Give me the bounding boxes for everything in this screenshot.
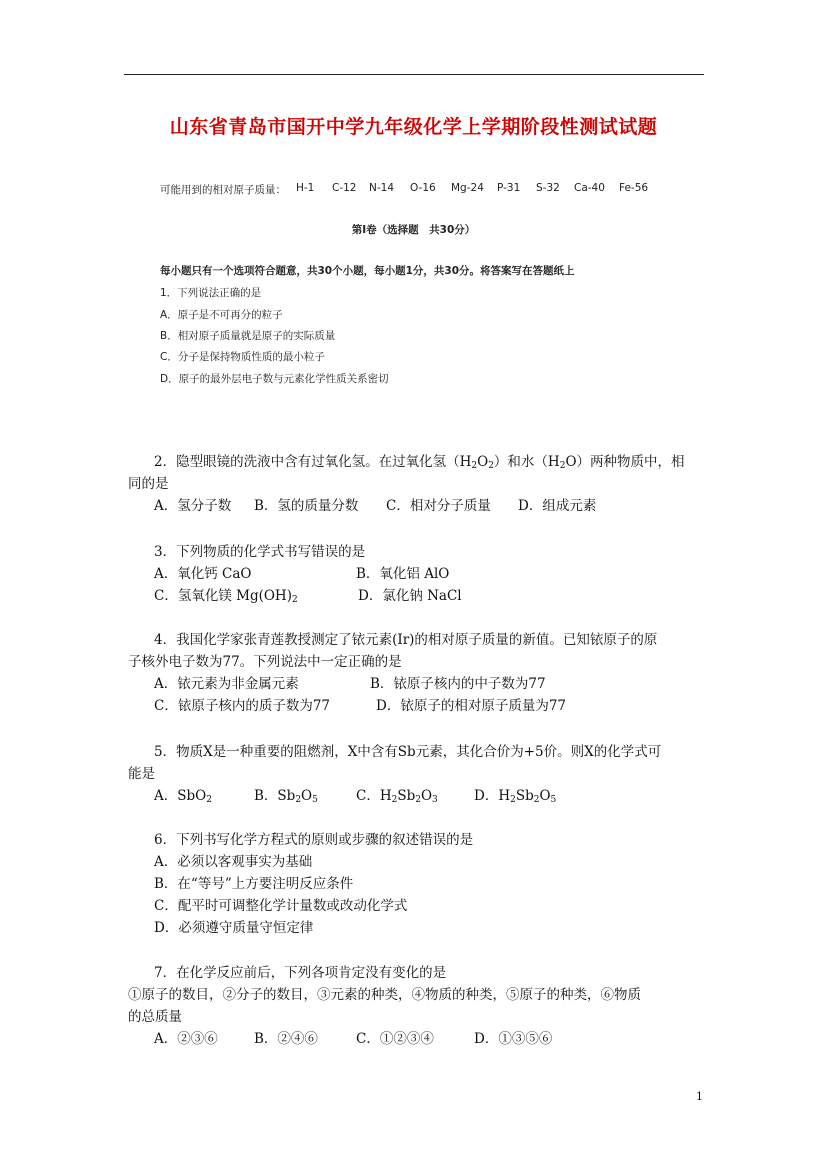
q6-option-d: D．必须遵守质量守恒定律 <box>154 920 314 936</box>
q2-option-a: A．氢分子数 <box>154 498 232 514</box>
q3-options-row2 <box>154 584 754 604</box>
q4-options-row2 <box>154 694 754 714</box>
q2-option-c: C．相对分子质量 <box>386 498 491 514</box>
q5-stem-line1: 5．物质X是一种重要的阻燃剂，X中含有Sb元素，其化合价为+5价。则X的化学式可 <box>154 744 662 760</box>
q5-option-b: B．$Sb_2O_5$ <box>254 788 318 805</box>
atomic-mass-o: O-16 <box>410 182 436 194</box>
q7-items-line3: 的总质量 <box>128 1009 182 1025</box>
atomic-mass-line <box>160 182 286 197</box>
q4-option-b: B．铱原子核内的中子数为77 <box>370 676 546 692</box>
q3-options-row1 <box>154 562 754 582</box>
q4-option-c: C．铱原子核内的质子数为77 <box>154 698 331 714</box>
q5-option-a: A．SbO$_2$ <box>154 788 212 805</box>
atomic-mass-n: N-14 <box>369 182 395 194</box>
atomic-mass-label: 可能用到的相对原子质量： <box>160 184 286 196</box>
q7-option-d: D．①③⑤⑥ <box>474 1031 553 1047</box>
q4-option-a: A．铱元素为非金属元素 <box>154 676 299 692</box>
q7-options <box>154 1027 754 1047</box>
q2-options <box>154 494 754 514</box>
atomic-mass-h: H-1 <box>296 182 315 194</box>
q3-option-c: C．氢氧化镁 $Mg(OH)_2$ <box>154 588 298 605</box>
q6-stem: 6．下列书写化学方程式的原则或步骤的叙述错误的是 <box>154 832 474 848</box>
q3-option-b: B．氧化铝 AlO <box>356 566 450 582</box>
atomic-mass-p: P-31 <box>497 182 521 194</box>
q4-stem-line1: 4．我国化学家张青莲教授测定了铱元素(Ir)的相对原子质量的新值。已知铱原子的原 <box>154 632 658 648</box>
q5-stem-line2: 能是 <box>128 766 155 782</box>
q2-stem: 2．隐型眼镜的洗液中含有过氧化氢。在过氧化氢$(H_2O_2)$和水$(H_2O)$两种物质中，相 <box>154 454 685 471</box>
atomic-mass-c: C-12 <box>332 182 357 194</box>
q2-stem-line2: 同的是 <box>128 476 169 492</box>
q1-option-a: A．原子是不可再分的粒子 <box>160 309 283 321</box>
q2-option-b: B．氢的质量分数 <box>254 498 359 514</box>
q4-options-row1 <box>154 672 754 692</box>
atomic-mass-mg: Mg-24 <box>451 182 484 194</box>
q3-option-a: A．氧化钙 CaO <box>154 566 252 582</box>
q5-options <box>154 784 754 804</box>
q3-stem: 3．下列物质的化学式书写错误的是 <box>154 544 366 560</box>
atomic-mass-fe: Fe-56 <box>619 182 649 194</box>
section-title: 第Ⅰ卷（选择题 共30分） <box>351 224 476 236</box>
q4-stem-line2: 子核外电子数为77。下列说法中一定正确的是 <box>128 654 402 670</box>
q5-option-c: C．$H_2Sb_2O_3$ <box>356 788 438 805</box>
q7-option-b: B．②④⑥ <box>254 1031 318 1047</box>
instructions: 每小题只有一个选项符合题意，共30个小题，每小题1分，共30分。将答案写在答题纸上 <box>160 265 575 277</box>
q1-stem: 1．下列说法正确的是 <box>160 287 262 299</box>
q7-option-a: A．②③⑥ <box>154 1031 218 1047</box>
document-title: 山东省青岛市国开中学九年级化学上学期阶段性测试试题 <box>169 116 658 138</box>
q6-option-a: A．必须以客观事实为基础 <box>154 854 313 870</box>
atomic-mass-ca: Ca-40 <box>574 182 605 194</box>
q1-option-b: B．相对原子质量就是原子的实际质量 <box>160 330 336 342</box>
q2-option-d: D．组成元素 <box>518 498 597 514</box>
q4-option-d: D．铱原子的相对原子质量为77 <box>376 698 567 714</box>
page-number: 1 <box>696 1090 703 1103</box>
q7-option-c: C．①②③④ <box>356 1031 434 1047</box>
q1-option-d: D．原子的最外层电子数与元素化学性质关系密切 <box>160 373 389 385</box>
atomic-mass-s: S-32 <box>536 182 560 194</box>
q3-option-d: D．氯化钠 NaCl <box>358 588 462 604</box>
q7-items-line: ①原子的数目，②分子的数目，③元素的种类，④物质的种类，⑤原子的种类，⑥物质 <box>128 987 641 1003</box>
q5-option-d: D．$H_2Sb_2O_5$ <box>474 788 557 805</box>
q7-stem: 7．在化学反应前后，下列各项肯定没有变化的是 <box>154 965 447 981</box>
q1-option-c: C．分子是保持物质性质的最小粒子 <box>160 351 325 363</box>
q6-option-c: C．配平时可调整化学计量数或改动化学式 <box>154 898 408 914</box>
q6-option-b: B．在“等号”上方要注明反应条件 <box>154 876 354 892</box>
header-rule <box>124 74 704 75</box>
